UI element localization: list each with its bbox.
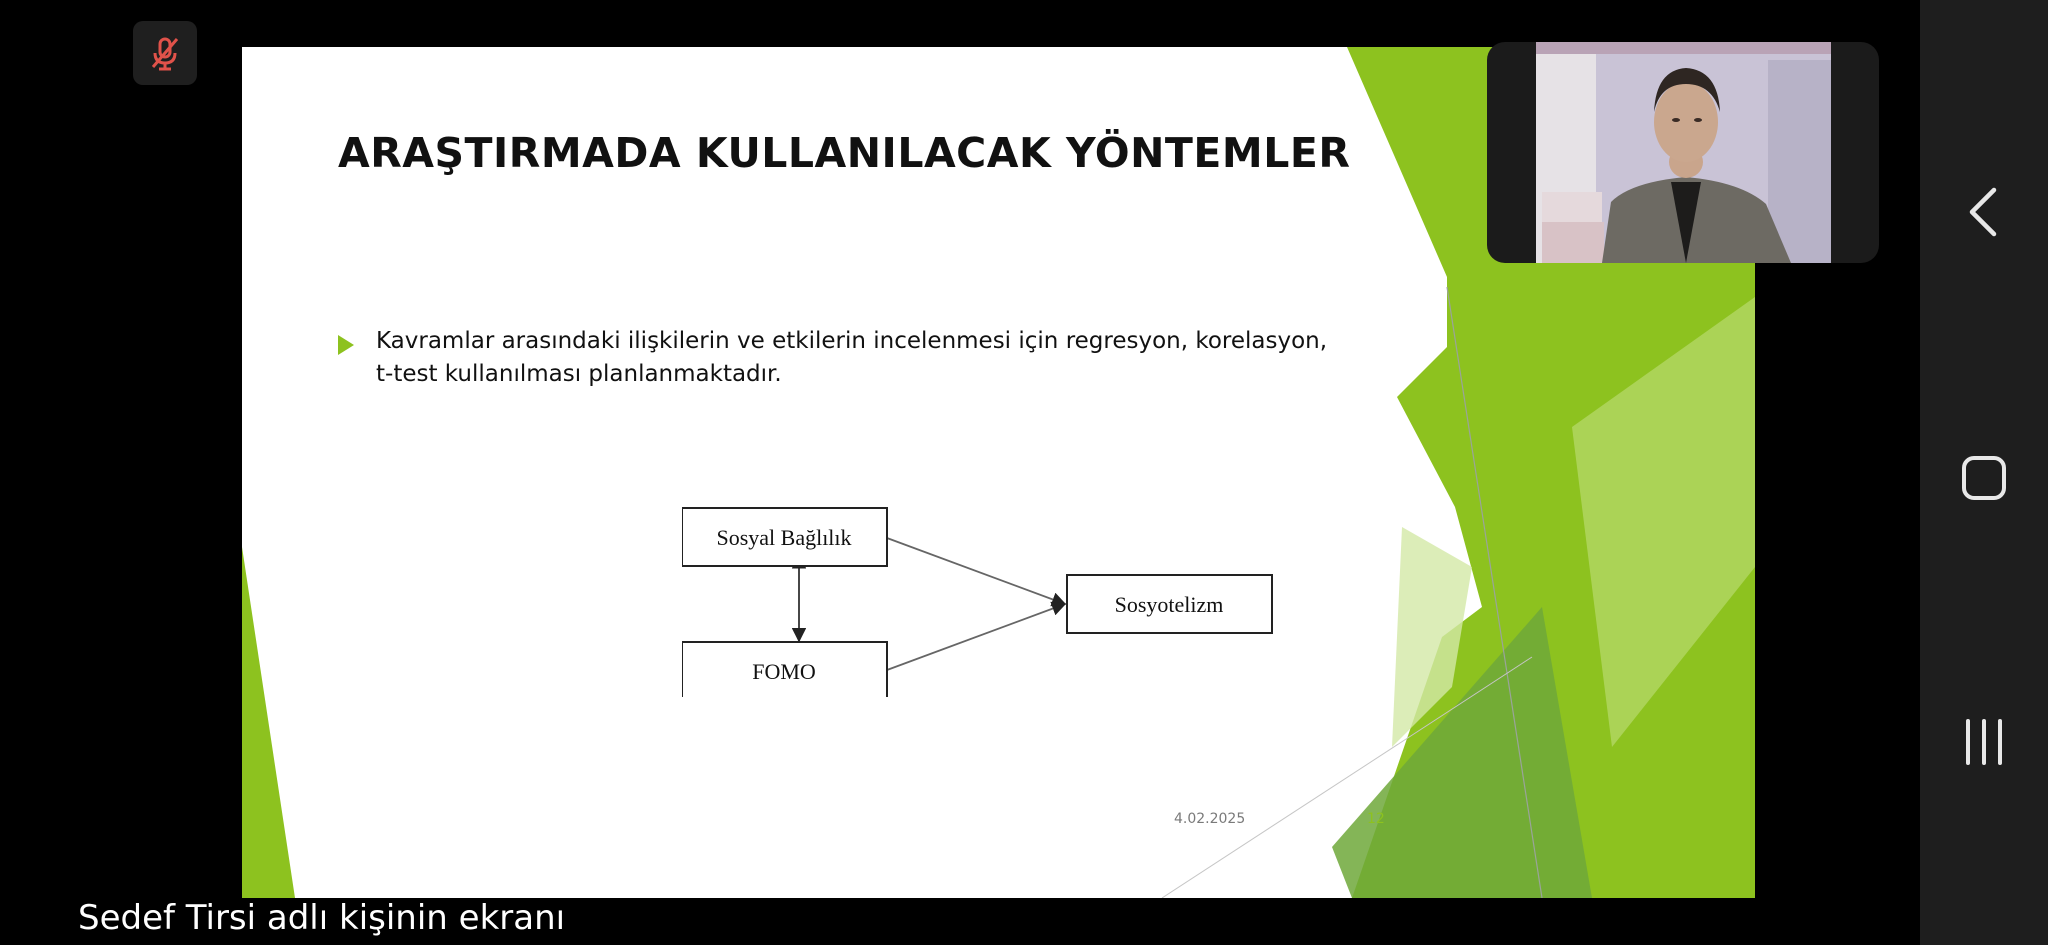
box-sosyotelizm-label: Sosyotelizm — [1114, 592, 1224, 617]
recents-button[interactable] — [1944, 702, 2024, 782]
slide-title: ARAŞTIRMADA KULLANILACAK YÖNTEMLER — [338, 129, 1351, 177]
back-button[interactable] — [1944, 172, 2024, 252]
screen-share-label: Sedef Tirsi adlı kişinin ekranı — [78, 898, 566, 938]
mic-muted-button[interactable] — [133, 21, 197, 85]
android-nav-bar — [1920, 0, 2048, 945]
relationship-diagram — [682, 457, 1342, 697]
mic-off-icon — [145, 33, 185, 73]
back-icon — [1964, 186, 2004, 238]
bullet-item — [338, 325, 1348, 391]
home-button[interactable] — [1944, 438, 2024, 518]
recents-icon — [1962, 717, 2006, 767]
participant-video-tile[interactable] — [1487, 42, 1879, 263]
slide-date: 4.02.2025 — [1174, 811, 1246, 827]
arrow-sosyal-to-sosyotelizm — [887, 538, 1065, 604]
arrow-fomo-to-sosyotelizm — [887, 604, 1065, 670]
bullet-triangle-icon — [338, 335, 354, 355]
home-icon — [1960, 454, 2008, 502]
bullet-text: Kavramlar arasındaki ilişkilerin ve etkilerin incelenmesi için regresyon, korelasyon, t-test kullanılması planlanmaktadır. — [376, 328, 1328, 387]
box-fomo-label: FOMO — [752, 659, 816, 684]
participant-video-frame — [1536, 42, 1831, 263]
box-sosyal-baglilik-label: Sosyal Bağlılık — [716, 525, 852, 550]
slide-page-number: 12 — [1367, 811, 1385, 827]
